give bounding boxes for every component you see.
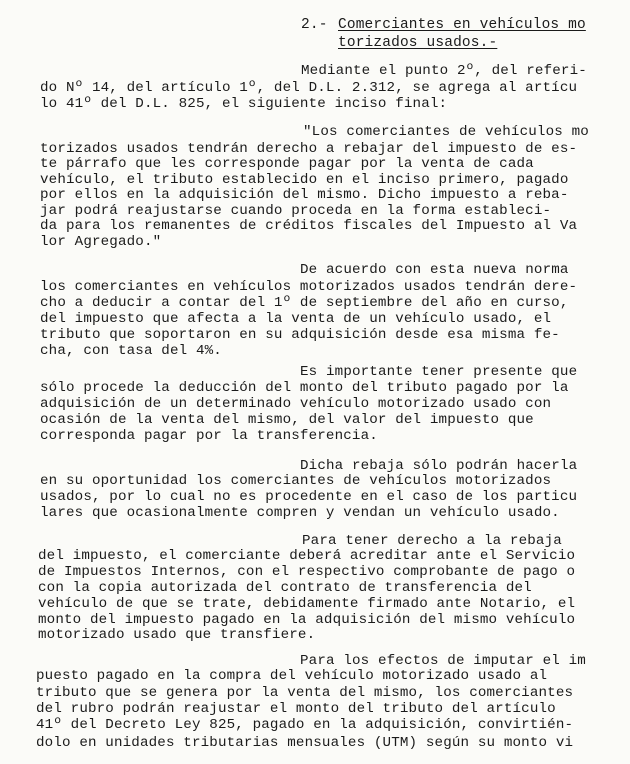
paragraph-6-line-5: vehículo de que se trate, debidamente firmado ante Notario, el (38, 596, 576, 612)
paragraph-5-line-1: Dicha rebaja sólo podrán hacerla (300, 458, 578, 474)
paragraph-2-line-7: da para los remanentes de créditos fiscales del Impuesto al Va (40, 218, 578, 234)
paragraph-7-line-3: tributo que se genera por la venta del mismo, los comerciantes (36, 685, 574, 701)
paragraph-1-line-3: lo 41º del D.L. 825, el siguiente inciso final: (40, 96, 448, 112)
paragraph-5-line-3: usados, por lo cual no es procedente en el caso de los particu (40, 489, 578, 505)
paragraph-2-line-3: te párrafo que les corresponde pagar por la venta de cada (40, 156, 534, 172)
paragraph-2-line-4: vehículo, el tributo establecido en el inciso primero, pagado (40, 172, 569, 188)
paragraph-3-line-3: cho a deducir a contar del 1º de septiembre del año en curso, (40, 295, 569, 311)
paragraph-7-line-5: 41º del Decreto Ley 825, pagado en la adquisición, convirtién- (36, 717, 574, 733)
paragraph-6-line-1: Para tener derecho a la rebaja (302, 533, 562, 549)
paragraph-6-line-2: del impuesto, el comerciante deberá acreditar ante el Servicio (38, 548, 576, 564)
paragraph-2-line-8: lor Agregado." (40, 234, 162, 250)
paragraph-7-line-2: puesto pagado en la compra del vehículo motorizado usado al (36, 668, 548, 684)
paragraph-6-line-7: motorizado usado que transfiere. (38, 627, 316, 643)
paragraph-3-line-1: De acuerdo con esta nueva norma (300, 262, 569, 278)
paragraph-5-line-4: lares que ocasionalmente compren y vendan un vehículo usado. (40, 505, 560, 521)
paragraph-1-line-2: do Nº 14, del artículo 1º, del D.L. 2.312, se agrega al artícu (40, 80, 578, 96)
paragraph-4-line-4: ocasión de la venta del mismo, del valor del impuesto que (40, 412, 534, 428)
paragraph-6-line-4: con la copia autorizada del contrato de transferencia del (38, 580, 532, 596)
section-title-line-2: torizados usados.- (338, 35, 498, 51)
paragraph-4-line-3: adquisición de un determinado vehículo motorizado usado con (40, 396, 552, 412)
paragraph-2-line-1: "Los comerciantes de vehículos mo (303, 124, 589, 140)
paragraph-2-line-2: torizados usados tendrán derecho a rebajar del impuesto de es- (40, 141, 578, 157)
paragraph-3-line-5: tributo que soportaron en su adquisición desde esa misma fe- (40, 327, 560, 343)
paragraph-3-line-4: del impuesto que afecta a la venta de un vehículo usado, el (40, 311, 552, 327)
paragraph-6-line-6: monto del impuesto pagado en la adquisición del mismo vehículo (38, 612, 576, 628)
paragraph-4-line-5: corresponda pagar por la transferencia. (40, 428, 378, 444)
paragraph-2-line-6: jar podrá reajustarse cuando proceda en la forma estableci- (40, 203, 552, 219)
paragraph-4-line-1: Es importante tener presente que (300, 364, 578, 380)
paragraph-7-line-1: Para los efectos de imputar el im (300, 653, 586, 669)
paragraph-6-line-3: de Impuestos Internos, con el respectivo comprobante de pago o (38, 564, 576, 580)
paragraph-5-line-2: en su oportunidad los comerciantes de vehículos motorizados (40, 473, 552, 489)
paragraph-1-line-1: Mediante el punto 2º, del referi- (301, 63, 587, 79)
section-number: 2.- (301, 17, 328, 33)
paragraph-4-line-2: sólo procede la deducción del monto del tributo pagado por la (40, 380, 569, 396)
section-title-line-1: Comerciantes en vehículos mo (338, 17, 586, 33)
paragraph-3-line-2: los comerciantes en vehículos motorizados usados tendrán dere- (40, 279, 578, 295)
paragraph-7-line-4: del rubro podrán reajustar el monto del tributo del artículo (36, 701, 556, 717)
paragraph-2-line-5: por ellos en la adquisición del mismo. Dicho impuesto a reba- (40, 187, 569, 203)
paragraph-3-line-6: cha, con tasa del 4%. (40, 343, 222, 359)
paragraph-7-line-6: dolo en unidades tributarias mensuales (UTM) según su monto vi (36, 735, 574, 751)
